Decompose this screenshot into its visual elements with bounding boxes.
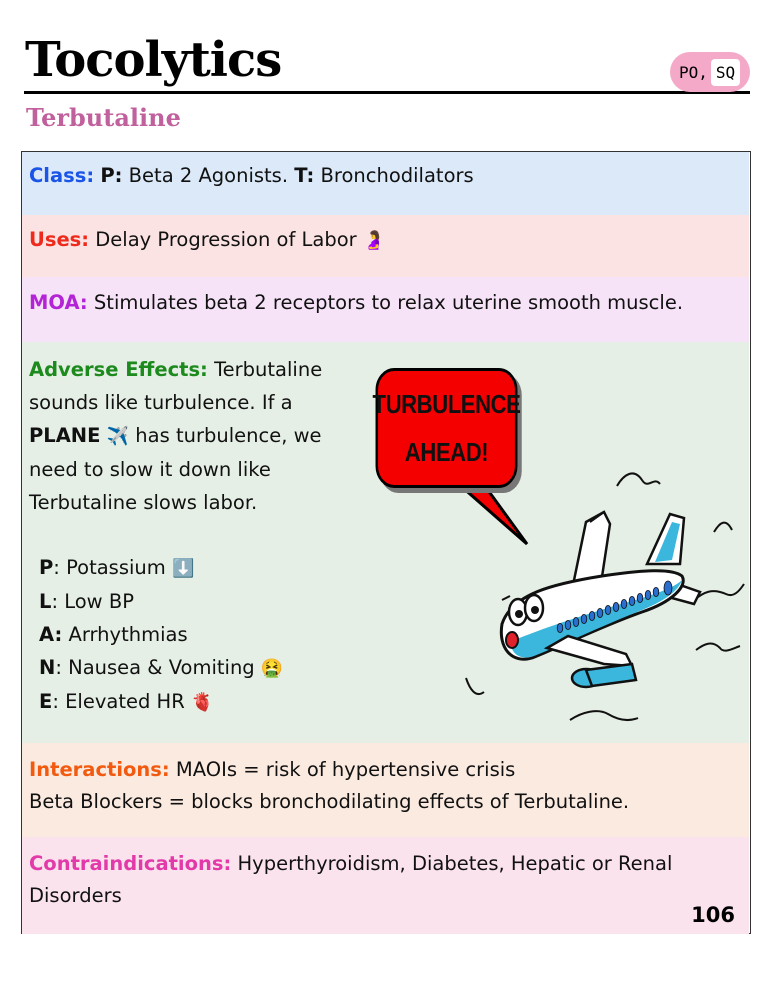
plane-mnemonic-list: [39, 551, 283, 719]
interactions-label: Interactions:: [29, 758, 170, 781]
uses-section: [22, 215, 749, 277]
moa-text: Stimulates beta 2 receptors to relax uterine smooth muscle.: [93, 291, 684, 314]
uses-label: Uses:: [29, 228, 90, 251]
adverse-effects-label: Adverse Effects:: [29, 358, 208, 381]
bubble-line-2: AHEAD!: [404, 437, 489, 467]
class-t-text: Bronchodilators: [320, 164, 474, 187]
class-p-text: Beta 2 Agonists.: [128, 164, 289, 187]
airplane-icon: ✈️: [106, 426, 130, 447]
contraindications-text: Hyperthyroidism, Diabetes, Hepatic or Renal Disorders: [29, 852, 673, 907]
bubble-line-1: TURBULENCE: [372, 389, 521, 419]
plane-word: PLANE: [29, 424, 101, 447]
anatomical-heart-icon: 🫀: [190, 692, 214, 713]
interactions-section: [22, 743, 749, 837]
adverse-text-2: has turbulence, we need to slow it down like Terbutaline slows labor.: [29, 424, 322, 514]
mnemonic-item: L: Low BP: [39, 590, 134, 613]
contraindications-label: Contraindications:: [29, 852, 232, 875]
drug-card: [21, 151, 751, 934]
uses-text: Delay Progression of Labor: [95, 228, 357, 251]
interactions-line-1: MAOIs = risk of hypertensive crisis: [175, 758, 516, 781]
adverse-effects-text: [29, 353, 359, 519]
pregnant-woman-icon: 🤰: [362, 230, 386, 251]
mnemonic-item: A: Arrhythmias: [39, 623, 188, 646]
vomiting-face-icon: 🤮: [260, 658, 284, 679]
page-number: 106: [691, 903, 735, 927]
class-t-label: T:: [294, 164, 315, 187]
page-title: Tocolytics: [25, 32, 282, 88]
class-label: Class:: [29, 164, 95, 187]
class-section: [22, 152, 749, 215]
route-sq: SQ: [711, 59, 740, 86]
moa-label: MOA:: [29, 291, 88, 314]
contraindications-section: [22, 837, 749, 934]
turbulent-plane-illustration: [342, 452, 747, 742]
turbulence-speech-bubble: [372, 368, 521, 488]
down-arrow-icon: ⬇️: [171, 558, 195, 579]
route-badge: [670, 52, 750, 92]
class-p-label: P:: [100, 164, 123, 187]
title-divider: [24, 91, 750, 94]
bubble-tail: [462, 482, 527, 544]
mnemonic-item: N: Nausea & Vomiting 🤮: [39, 656, 284, 679]
route-po: PO,: [679, 62, 708, 82]
adverse-effects-section: [22, 342, 749, 743]
interactions-line-2: Beta Blockers = blocks bronchodilating effects of Terbutaline.: [29, 790, 630, 813]
mnemonic-item: E: Elevated HR 🫀: [39, 690, 214, 713]
adverse-text-1: Terbutaline sounds like turbulence. If a: [29, 358, 323, 414]
moa-section: [22, 277, 749, 342]
drug-subtitle: Terbutaline: [26, 103, 181, 132]
mnemonic-item: P: Potassium ⬇️: [39, 556, 195, 579]
